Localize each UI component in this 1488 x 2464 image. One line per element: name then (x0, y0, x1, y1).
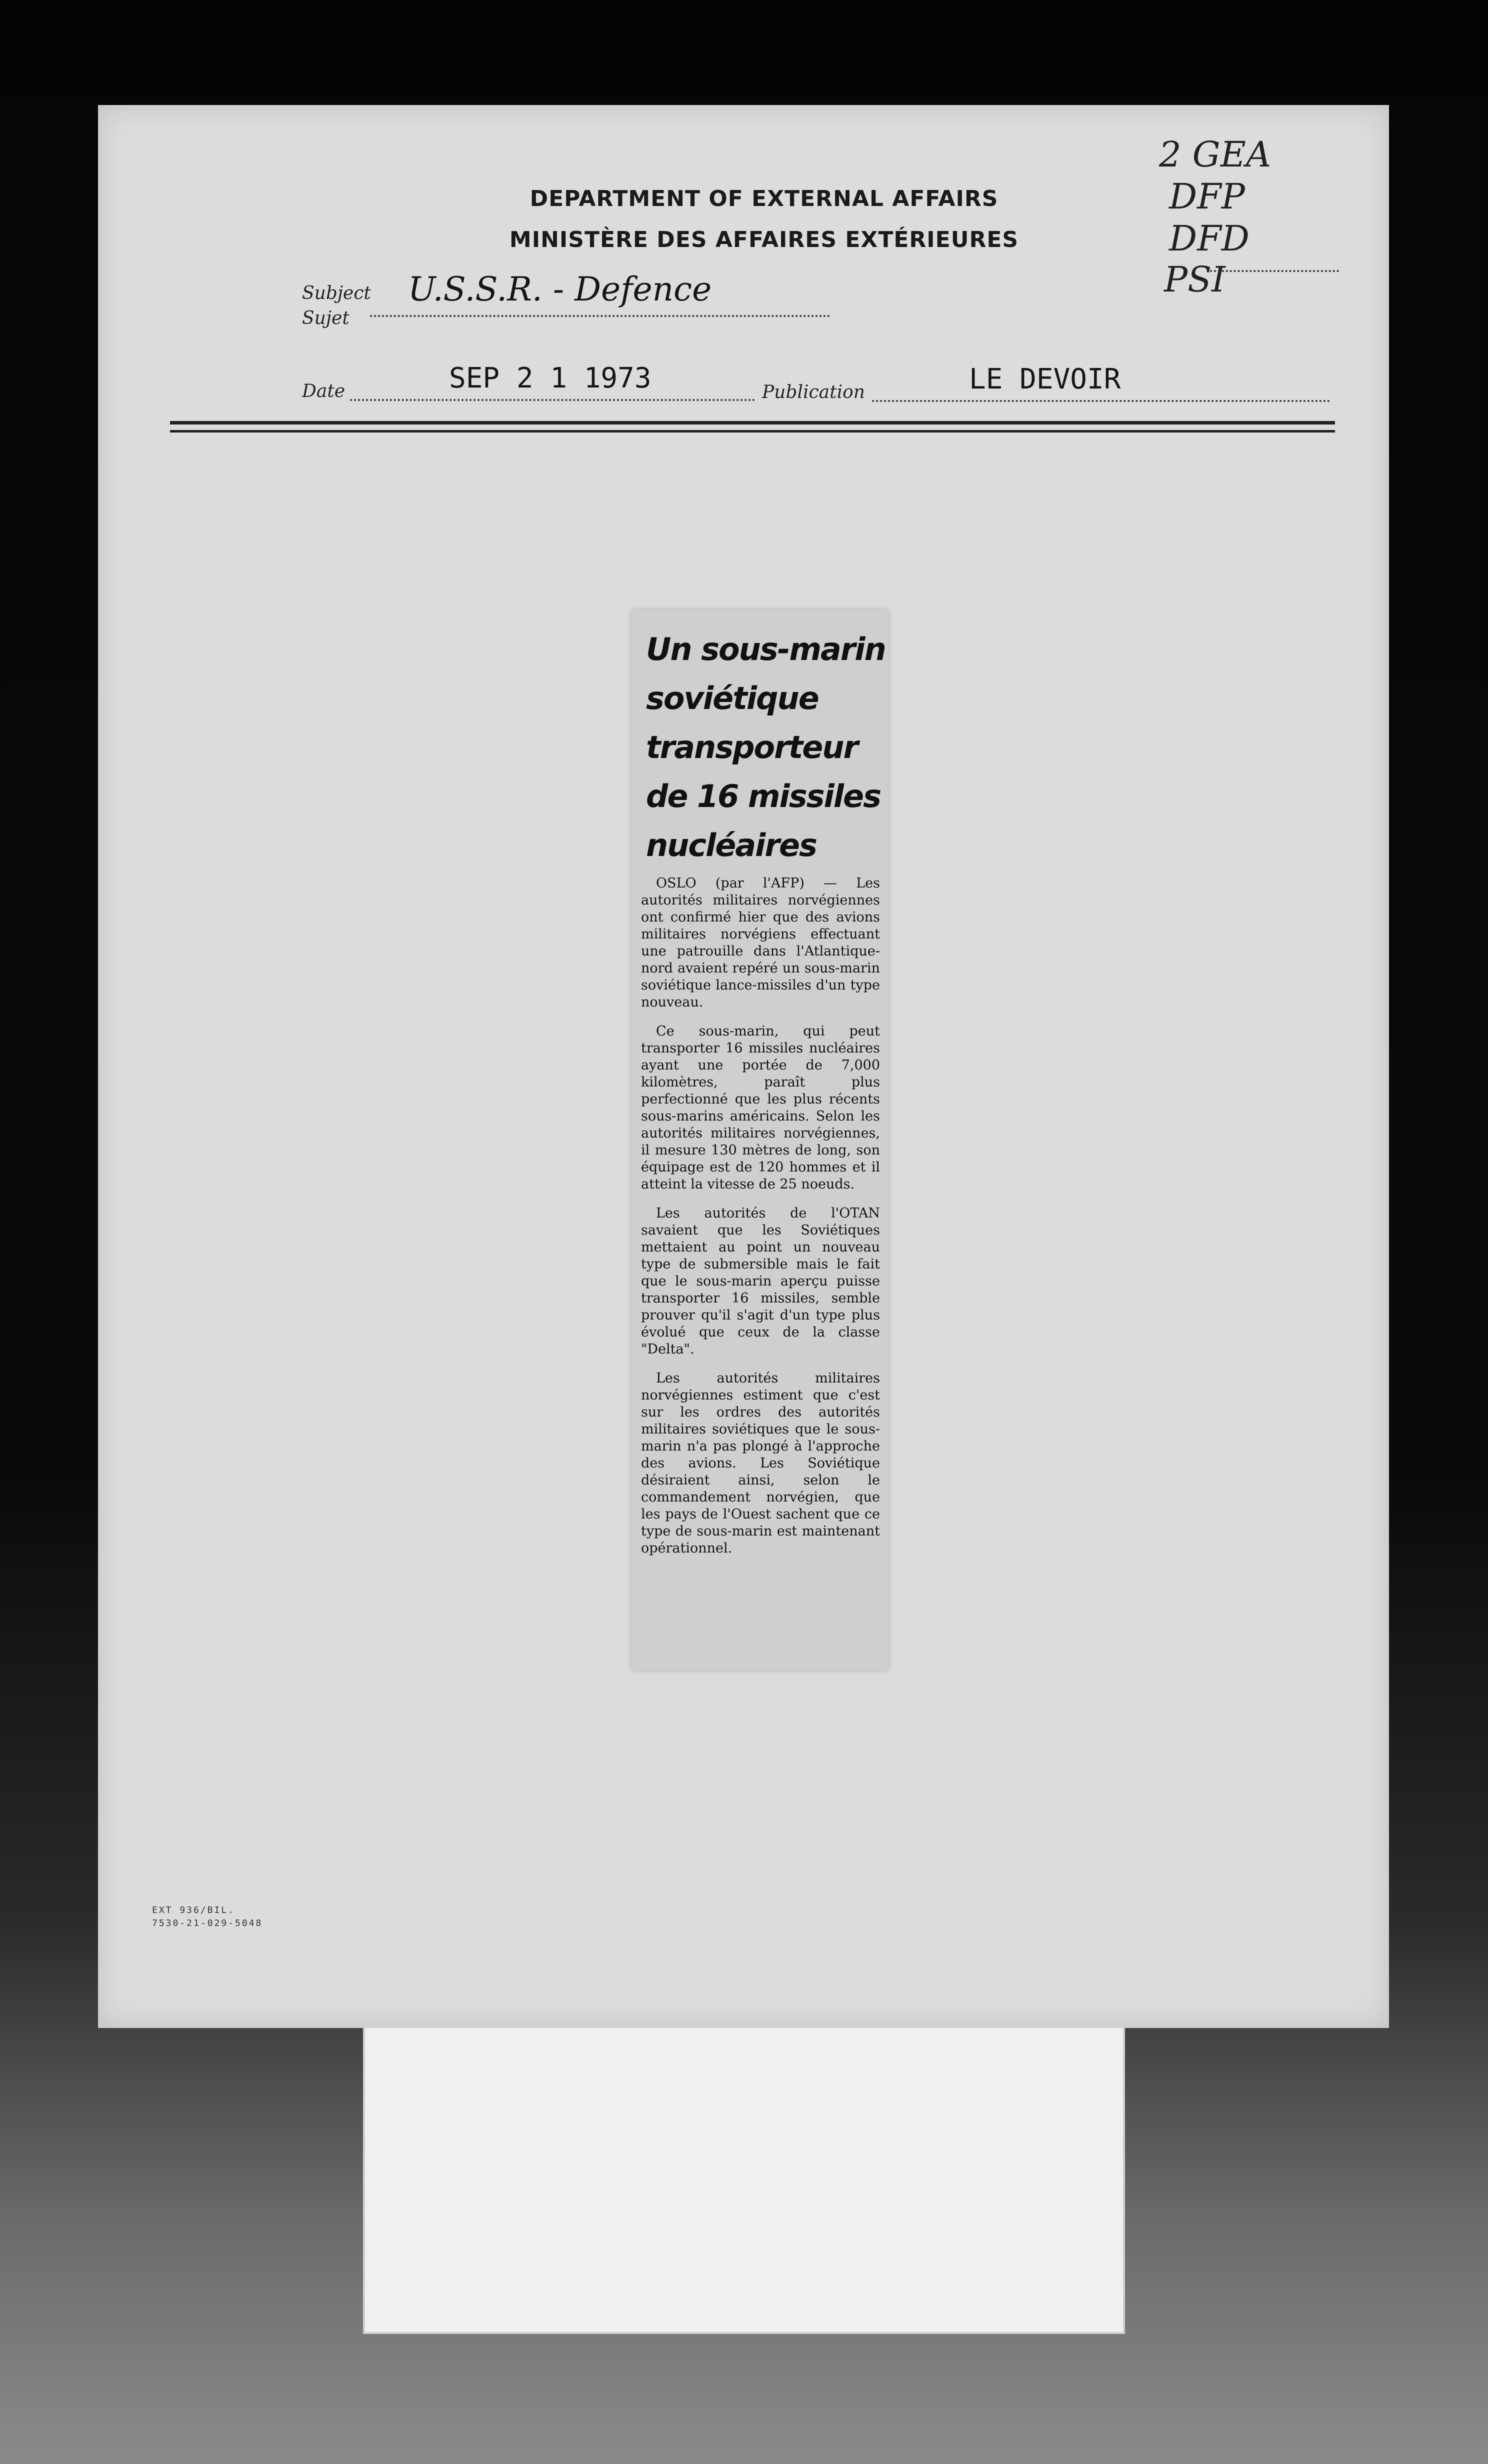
headline-line: de 16 missiles (646, 778, 880, 814)
publication-dotted-line (872, 400, 1330, 402)
form-code-line: EXT 936/BIL. (152, 1905, 236, 1916)
date-dotted-line (350, 399, 755, 401)
date-value: SEP 2 1 1973 (449, 362, 652, 394)
handwritten-note-1: 2 GEA (1159, 134, 1272, 175)
publication-label: Publication (762, 382, 865, 402)
headline-line: soviétique (646, 680, 818, 716)
handwritten-note-4: PSI (1164, 259, 1226, 300)
clipping-headline (646, 625, 886, 870)
headline-line: transporteur (646, 729, 858, 766)
headline-line: nucléaires (646, 827, 816, 864)
handwritten-note-3: DFD (1169, 218, 1250, 259)
department-title-en: DEPARTMENT OF EXTERNAL AFFAIRS (530, 186, 998, 212)
clipping-paragraph: Les autorités de l'OTAN savaient que les Soviétiques mettaient au point un nouveau type de submersible mais le fait que le sous-marin aperçu puisse transporter 16 missiles, semble prouver qu'il s'agit d'un type plus évolué que ceux de la classe "Delta". (641, 1206, 880, 1357)
header-rule-top (170, 421, 1335, 424)
subject-dotted-line (370, 315, 830, 317)
clipping-paragraph: Ce sous-marin, qui peut transporter 16 missiles nucléaires ayant une portée de 7,000 kilomètres, paraît plus perfectionné que les plus récents sous-marins américains. Selon les autorités militaires norvégiennes, il mesure 130 mètres de long, son équipage est de 120 hommes et il atteint la vitesse de 25 noeuds. (641, 1024, 880, 1192)
clipping-paragraph: OSLO (par l'AFP) — Les autorités militaires norvégiennes ont confirmé hier que des avions militaires norvégiens effectuant une patrouille dans l'Atlantique-nord avaient repéré un sous-marin soviétique lance-missiles d'un type nouveau. (641, 876, 880, 1010)
subject-label: Subject (302, 283, 371, 304)
routing-dotted-line (1210, 270, 1339, 272)
date-label: Date (302, 381, 346, 402)
form-code-line: 7530-21-029-5048 (152, 1918, 263, 1928)
blank-stub-card (363, 2026, 1125, 2334)
form-code (152, 1904, 262, 1930)
publication-value: LE DEVOIR (969, 363, 1121, 396)
newspaper-clipping (631, 610, 889, 1670)
clipping-body (641, 875, 880, 1569)
headline-line: Un sous-marin (646, 631, 886, 668)
department-title-fr: MINISTÈRE DES AFFAIRES EXTÉRIEURES (509, 227, 1019, 252)
clipping-paragraph: Les autorités militaires norvégiennes estiment que c'est sur les ordres des autorités militaires soviétiques que le sous-marin n'a pas plongé à l'approche des avions. Les Soviétique désiraient ainsi, selon le commandement norvégien, que les pays de l'Ouest sachent que ce type de sous-marin est maintenant opérationnel. (641, 1370, 880, 1556)
subject-value: U.S.S.R. - Defence (408, 270, 712, 308)
handwritten-note-2: DFP (1169, 176, 1245, 217)
header-rule-bottom (170, 430, 1335, 432)
sujet-label: Sujet (302, 308, 350, 328)
